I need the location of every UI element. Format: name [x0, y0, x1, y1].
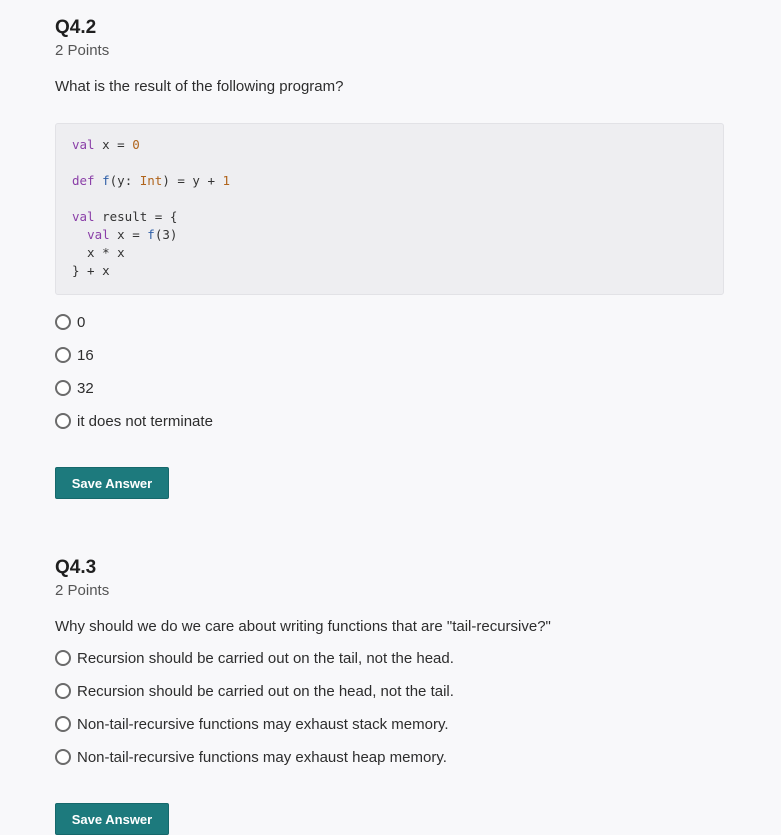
- answer-option-label: 32: [77, 379, 94, 397]
- radio-button[interactable]: [55, 716, 71, 732]
- code-number: 1: [222, 173, 231, 188]
- answer-option-label: 0: [77, 313, 86, 331]
- question-4-2: [55, 17, 724, 61]
- radio-button[interactable]: [55, 347, 71, 363]
- code-line: } + x: [72, 263, 110, 278]
- question-prompt: Why should we do we care about writing functions that are "tail-recursive?": [55, 618, 551, 635]
- answer-option-label: 16: [77, 346, 94, 364]
- code-line: [72, 208, 707, 226]
- answer-option-label: Recursion should be carried out on the head, not the tail.: [77, 682, 454, 700]
- save-answer-button[interactable]: Save Answer: [55, 467, 169, 499]
- code-function: f: [147, 227, 155, 242]
- code-text: ) = y +: [162, 173, 223, 188]
- answer-option[interactable]: [55, 648, 724, 668]
- code-text: (3): [154, 227, 178, 242]
- answer-option[interactable]: [55, 681, 724, 701]
- answer-option[interactable]: [55, 714, 724, 734]
- answer-option-label: Recursion should be carried out on the tail, not the head.: [77, 649, 454, 667]
- answer-option[interactable]: [55, 411, 724, 431]
- question-points: 2 Points: [55, 582, 110, 599]
- save-answer-button[interactable]: Save Answer: [55, 803, 169, 835]
- radio-button[interactable]: [55, 650, 71, 666]
- answer-option[interactable]: [55, 747, 724, 767]
- q43-options: [55, 648, 724, 767]
- question-points: 2 Points: [55, 42, 110, 59]
- question-prompt: What is the result of the following program?: [55, 78, 344, 95]
- code-line: x * x: [72, 245, 125, 260]
- radio-button[interactable]: [55, 683, 71, 699]
- radio-button[interactable]: [55, 413, 71, 429]
- answer-option-label: Non-tail-recursive functions may exhaust heap memory.: [77, 748, 447, 766]
- code-keyword: val: [87, 227, 110, 242]
- code-blank-line: [72, 154, 707, 172]
- code-keyword: def: [72, 173, 95, 188]
- code-number: 0: [132, 137, 140, 152]
- code-text: x =: [94, 137, 133, 152]
- code-text: x =: [109, 227, 148, 242]
- code-text: (y:: [109, 173, 140, 188]
- answer-option[interactable]: [55, 345, 724, 365]
- answer-option-label: Non-tail-recursive functions may exhaust stack memory.: [77, 715, 449, 733]
- answer-option-label: it does not terminate: [77, 412, 213, 430]
- code-block: [55, 123, 724, 295]
- answer-option[interactable]: [55, 378, 724, 398]
- code-line: [72, 226, 707, 244]
- code-type: Int: [139, 173, 163, 188]
- code-text: result = {: [94, 209, 178, 224]
- q42-options: [55, 312, 724, 431]
- code-function: f: [102, 173, 110, 188]
- code-line: [72, 172, 707, 190]
- radio-button[interactable]: [55, 749, 71, 765]
- code-keyword: val: [72, 137, 95, 152]
- code-indent: [72, 227, 87, 242]
- code-blank-line: [72, 190, 707, 208]
- question-title: Q4.3: [55, 557, 97, 578]
- radio-button[interactable]: [55, 314, 71, 330]
- question-title: Q4.2: [55, 17, 97, 38]
- code-line: [72, 136, 707, 154]
- question-4-3: [55, 557, 724, 601]
- radio-button[interactable]: [55, 380, 71, 396]
- answer-option[interactable]: [55, 312, 724, 332]
- code-keyword: val: [72, 209, 95, 224]
